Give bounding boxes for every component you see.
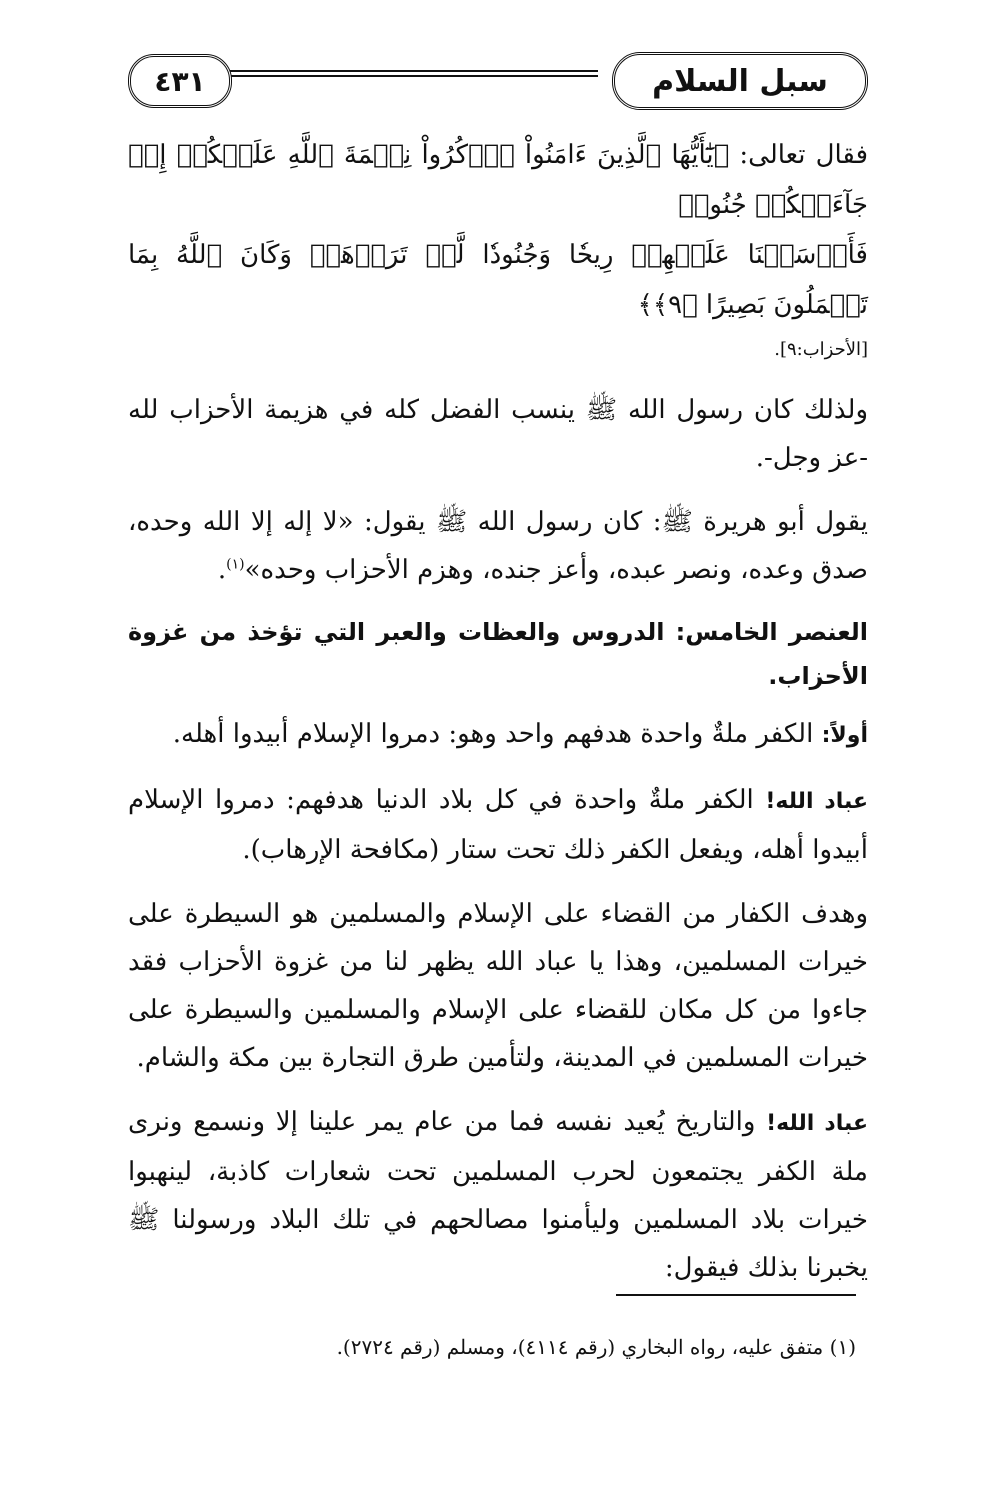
header-rule xyxy=(220,70,598,77)
book-title: سبل السلام xyxy=(652,63,828,99)
quran-verse-line-1: فقال تعالى: ﴿يَٰٓأَيُّهَا ٱلَّذِينَ ءَامَنُواْ ٱذۡكُرُواْ نِعۡمَةَ ٱللَّهِ عَلَيۡكُمۡ إِذۡ جَآءَتۡكُمۡ جُنُودٞ xyxy=(128,140,869,220)
page-header xyxy=(128,48,868,120)
point-1-text: الكفر ملةٌ واحدة هدفهم واحد وهو: دمروا الإسلام أبيدوا أهله. xyxy=(172,719,822,749)
paragraph-3 xyxy=(128,776,868,874)
section-heading: العنصر الخامس: الدروس والعظات والعبر التي تؤخذ من غزوة الأحزاب. xyxy=(128,618,868,690)
footnote: (١) متفق عليه، رواه البخاري (رقم ٤١١٤)، ومسلم (رقم ٢٧٢٤). xyxy=(336,1335,856,1359)
main-text xyxy=(128,130,868,1308)
paragraph-3-lead: عباد الله! xyxy=(765,789,868,814)
footnote-separator xyxy=(616,1294,856,1296)
paragraph-5-text: والتاريخ يُعيد نفسه فما من عام يمر علينا إلا ونسمع ونرى ملة الكفر يجتمعون لحرب المسلمين تحت شعارات كاذبة، لينهبوا خيرات بلاد المسلمين وليأمنوا مصالحهم في تلك البلاد ورسولنا ﷺ يخبرنا بذلك فيقول: xyxy=(128,1107,868,1283)
paragraph-3-text: الكفر ملةٌ واحدة في كل بلاد الدنيا هدفهم: دمروا الإسلام أبيدوا أهله، ويفعل الكفر ذلك تحت ستار (مكافحة الإرهاب). xyxy=(128,785,868,865)
paragraph-2-text: يقول أبو هريرة ﷺ: كان رسول الله ﷺ يقول: «لا إله إلا الله وحده، صدق وعده، ونصر عبده، وأعز جنده، وهزم الأحزاب وحده» xyxy=(128,507,869,585)
page-number-frame xyxy=(128,54,232,108)
quran-reference: [الأحزاب:٩]. xyxy=(774,339,868,360)
paragraph-2 xyxy=(128,498,868,594)
paragraph-2-end: . xyxy=(217,555,227,585)
title-frame xyxy=(612,52,868,110)
paragraph-1: ولذلك كان رسول الله ﷺ ينسب الفضل كله في هزيمة الأحزاب لله -عز وجل-. xyxy=(128,395,868,473)
paragraph-5-lead: عباد الله! xyxy=(766,1111,868,1136)
quran-verse-line-2: فَأَرۡسَلۡنَا عَلَيۡهِمۡ رِيحٗا وَجُنُودٗا لَّمۡ تَرَوۡهَاۚ وَكَانَ ٱللَّهُ بِمَا تَعۡمَلُونَ بَصِيرًا ﴿٩﴾﴾ xyxy=(128,240,868,320)
page-number: ٤٣١ xyxy=(154,64,206,98)
paragraph-4: وهدف الكفار من القضاء على الإسلام والمسلمين هو السيطرة على خيرات المسلمين، وهذا يا عباد الله يظهر لنا من غزوة الأحزاب فقد جاءوا من كل مكان للقضاء على الإسلام والمسلمين والسيطرة على خيرات المسلمين في المدينة، ولتأمين طرق التجارة بين مكة والشام. xyxy=(128,899,868,1073)
paragraph-5 xyxy=(128,1098,868,1292)
point-1 xyxy=(128,710,868,760)
point-1-lead: أولاً: xyxy=(821,723,868,748)
footnote-marker: (١) xyxy=(226,556,245,573)
